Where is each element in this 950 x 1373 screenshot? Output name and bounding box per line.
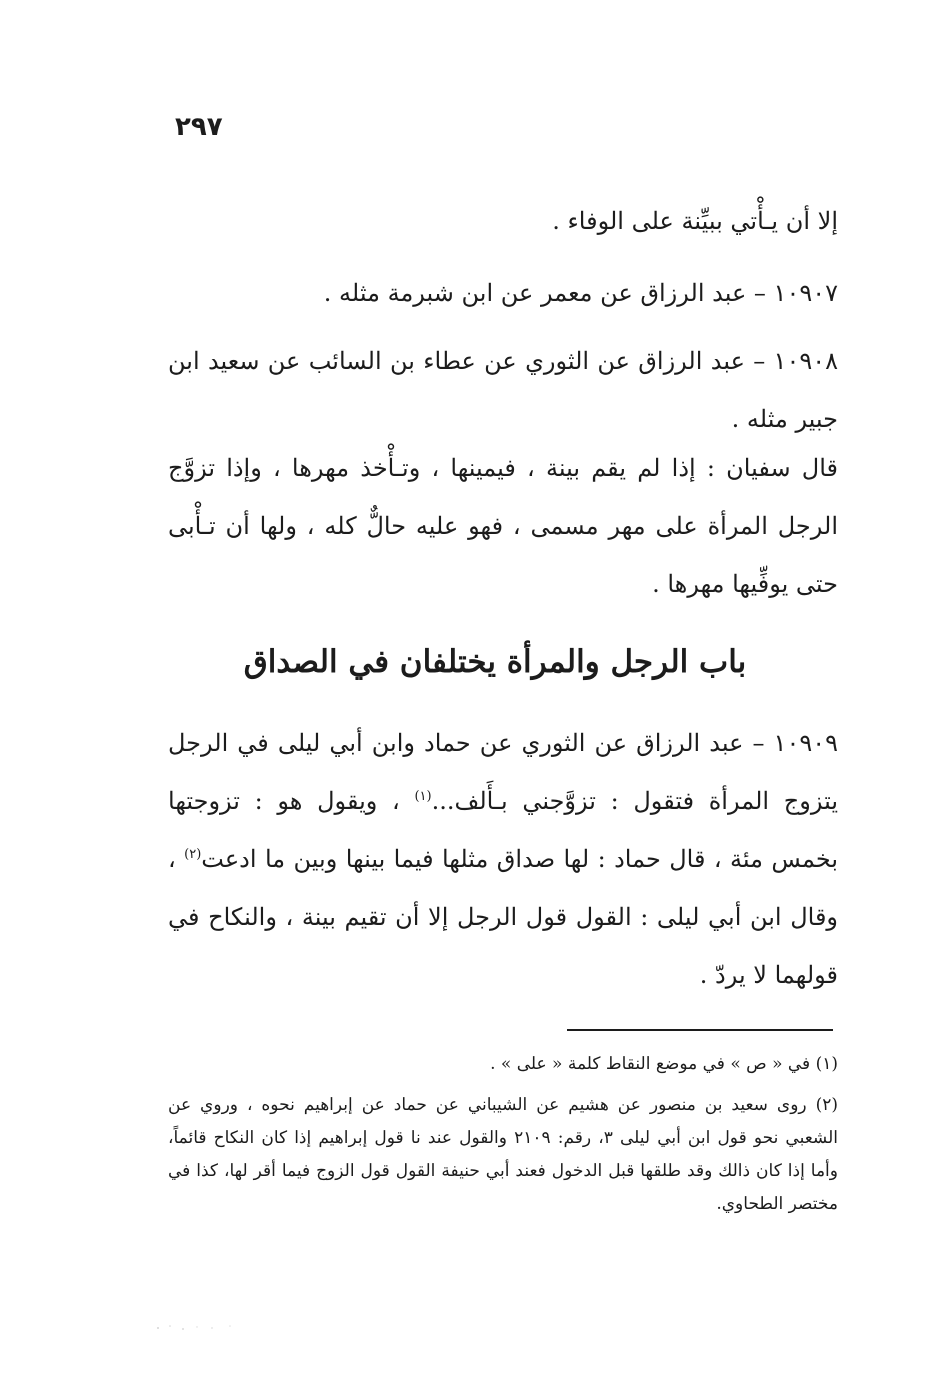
chapter-heading: باب الرجل والمرأة يختلفان في الصداق (243, 643, 747, 680)
footnote-divider (567, 1029, 833, 1031)
footnote-1: (١) في « ص » في موضع النقاط كلمة « على » . (490, 1054, 838, 1074)
scan-noise-decoration (150, 1322, 240, 1332)
hadith-10907-paragraph: ١٠٩٠٧ – عبد الرزاق عن معمر عن ابن شبرمة مثله . (323, 279, 838, 307)
hadith-10909-text-part3: ، وقال ابن أبي ليلى : القول قول الرجل إلا أن تقيم بينة ، والنكاح في قولهما لا يردّ . (168, 845, 838, 989)
sufyan-statement-paragraph: قال سفيان : إذا لم يقم بينة ، فيمينها ، وتـأْخذ مهرها ، وإذا تزوَّج الرجل المرأة على مهر مسمى ، فهو عليه حالٌّ كله ، ولها أن تـأْبى حتى يوفِّيها مهرها . (168, 454, 838, 598)
continuation-paragraph: إلا أن يـأْتي ببيِّنة على الوفاء . (552, 207, 838, 235)
footnote-marker-2: (٢) (184, 847, 202, 862)
page-number: ٢٩٧ (175, 112, 223, 142)
hadith-10909-text-part2: ، ويقول هو : تزوجتها بخمس مئة ، قال حماد : لها صداق مثلها فيما بينها وبين ما ادعت (168, 787, 838, 873)
footnote-marker-1: (١) (414, 789, 432, 804)
footnote-2: (٢) روى سعيد بن منصور عن هشيم عن الشيباني عن حماد عن إبراهيم نحوه ، وروي عن الشعبي نحو قول ابن أبي ليلى ٣، رقم: ٢١٠٩ والقول عند نا قول إبراهيم إذا كان النكاح قائماً، وأما إذا كان ذالك وقد طلقها قبل الدخول فعند أبي حنيفة القول قول الزوج فيما أقر لها، كذا في مختصر الطحاوي. (168, 1095, 838, 1214)
hadith-10908-paragraph: ١٠٩٠٨ – عبد الرزاق عن الثوري عن عطاء بن السائب عن سعيد ابن جبير مثله . (168, 347, 838, 433)
hadith-10909-paragraph (168, 714, 838, 1004)
hadith-10909-text-part1: ١٠٩٠٩ – عبد الرزاق عن الثوري عن حماد وابن أبي ليلى في الرجل يتزوج المرأة فتقول : تزوَّجني بـأَلف... (168, 729, 838, 815)
footnotes-section (168, 1048, 838, 1221)
